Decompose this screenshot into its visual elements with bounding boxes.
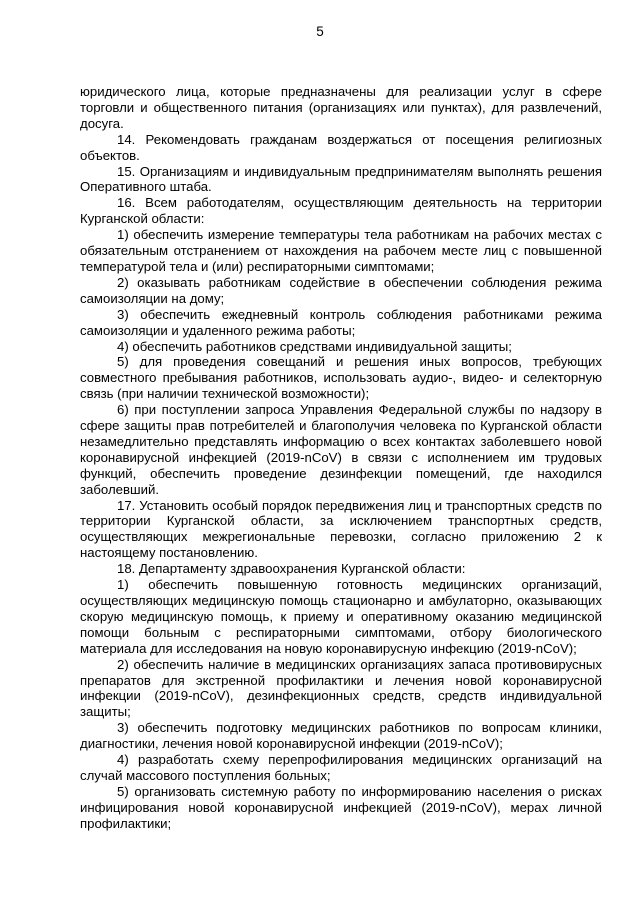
- document-body: [80, 84, 602, 832]
- paragraph: юридического лица, которые предназначены для реализации услуг в сфере торговли и общественного питания (организациях или пунктах), для развлечений, досуга.: [80, 84, 602, 131]
- paragraph: 18. Департаменту здравоохранения Курганской области:: [117, 561, 466, 577]
- paragraph: 5) для проведения совещаний и решения иных вопросов, требующих совместного пребывания работников, использовать аудио-, видео- и селекторную связь (при наличии технической возможности);: [80, 354, 602, 402]
- paragraph: 14. Рекомендовать гражданам воздержаться от посещения религиозных объектов.: [80, 131, 602, 163]
- paragraph: 3) обеспечить подготовку медицинских работников по вопросам клиники, диагностики, лечения новой коронавирусной инфекции (2019-nCoV);: [80, 720, 602, 752]
- paragraph: 16. Всем работодателям, осуществляющим деятельность на территории Курганской области:: [80, 195, 602, 227]
- paragraph: 6) при поступлении запроса Управления Федеральной службы по надзору в сфере защиты прав потребителей и благополучия человека по Курганской области незамедлительно представлять информацию о всех контактах заболевшего новой коронавирусной инфекцией (2019-nCoV) в связи с исполнением им трудовых функций, обеспечить проведение дезинфекции помещений, где находился заболевший.: [80, 402, 602, 497]
- paragraph: 3) обеспечить ежедневный контроль соблюдения работниками режима самоизоляции и удаленного режима работы;: [80, 306, 602, 338]
- paragraph: 17. Установить особый порядок передвижения лиц и транспортных средств по территории Курганской области, за исключением транспортных средств, осуществляющих межрегиональные перевозки, согласно приложению 2 к настоящему постановлению.: [80, 497, 602, 561]
- paragraph: 15. Организациям и индивидуальным предпринимателям выполнять решения Оперативного штаба.: [80, 163, 602, 195]
- paragraph: 2) оказывать работникам содействие в обеспечении соблюдения режима самоизоляции на дому;: [80, 274, 602, 306]
- paragraph: 1) обеспечить измерение температуры тела работникам на рабочих местах с обязательным отстранением от нахождения на рабочем месте лиц с повышенной температурой тела и (или) респираторными симптомами;: [80, 227, 602, 274]
- paragraph: 1) обеспечить повышенную готовность медицинских организаций, осуществляющих медицинскую помощь стационарно и амбулаторно, оказывающих скорую медицинскую помощь, к приему и оперативному оказанию медицинской помощи больным с респираторными симптомами, отбору биологического материала для исследования на новую коронавирусную инфекцию (2019-nCoV);: [80, 577, 602, 656]
- paragraph: 4) разработать схему перепрофилирования медицинских организаций на случай массового поступления больных;: [80, 752, 602, 783]
- paragraph: 5) организовать системную работу по информированию населения о рисках инфицирования новой коронавирусной инфекцией (2019-nCoV), мерах личной профилактики;: [80, 783, 602, 831]
- paragraph: 2) обеспечить наличие в медицинских организациях запаса противовирусных препаратов для экстренной профилактики и лечения новой коронавирусной инфекции (2019-nCoV), дезинфекционных средств, средств индивидуальной защиты;: [80, 656, 602, 720]
- page-number: 5: [316, 24, 324, 39]
- paragraph: 4) обеспечить работников средствами индивидуальной защиты;: [117, 338, 512, 354]
